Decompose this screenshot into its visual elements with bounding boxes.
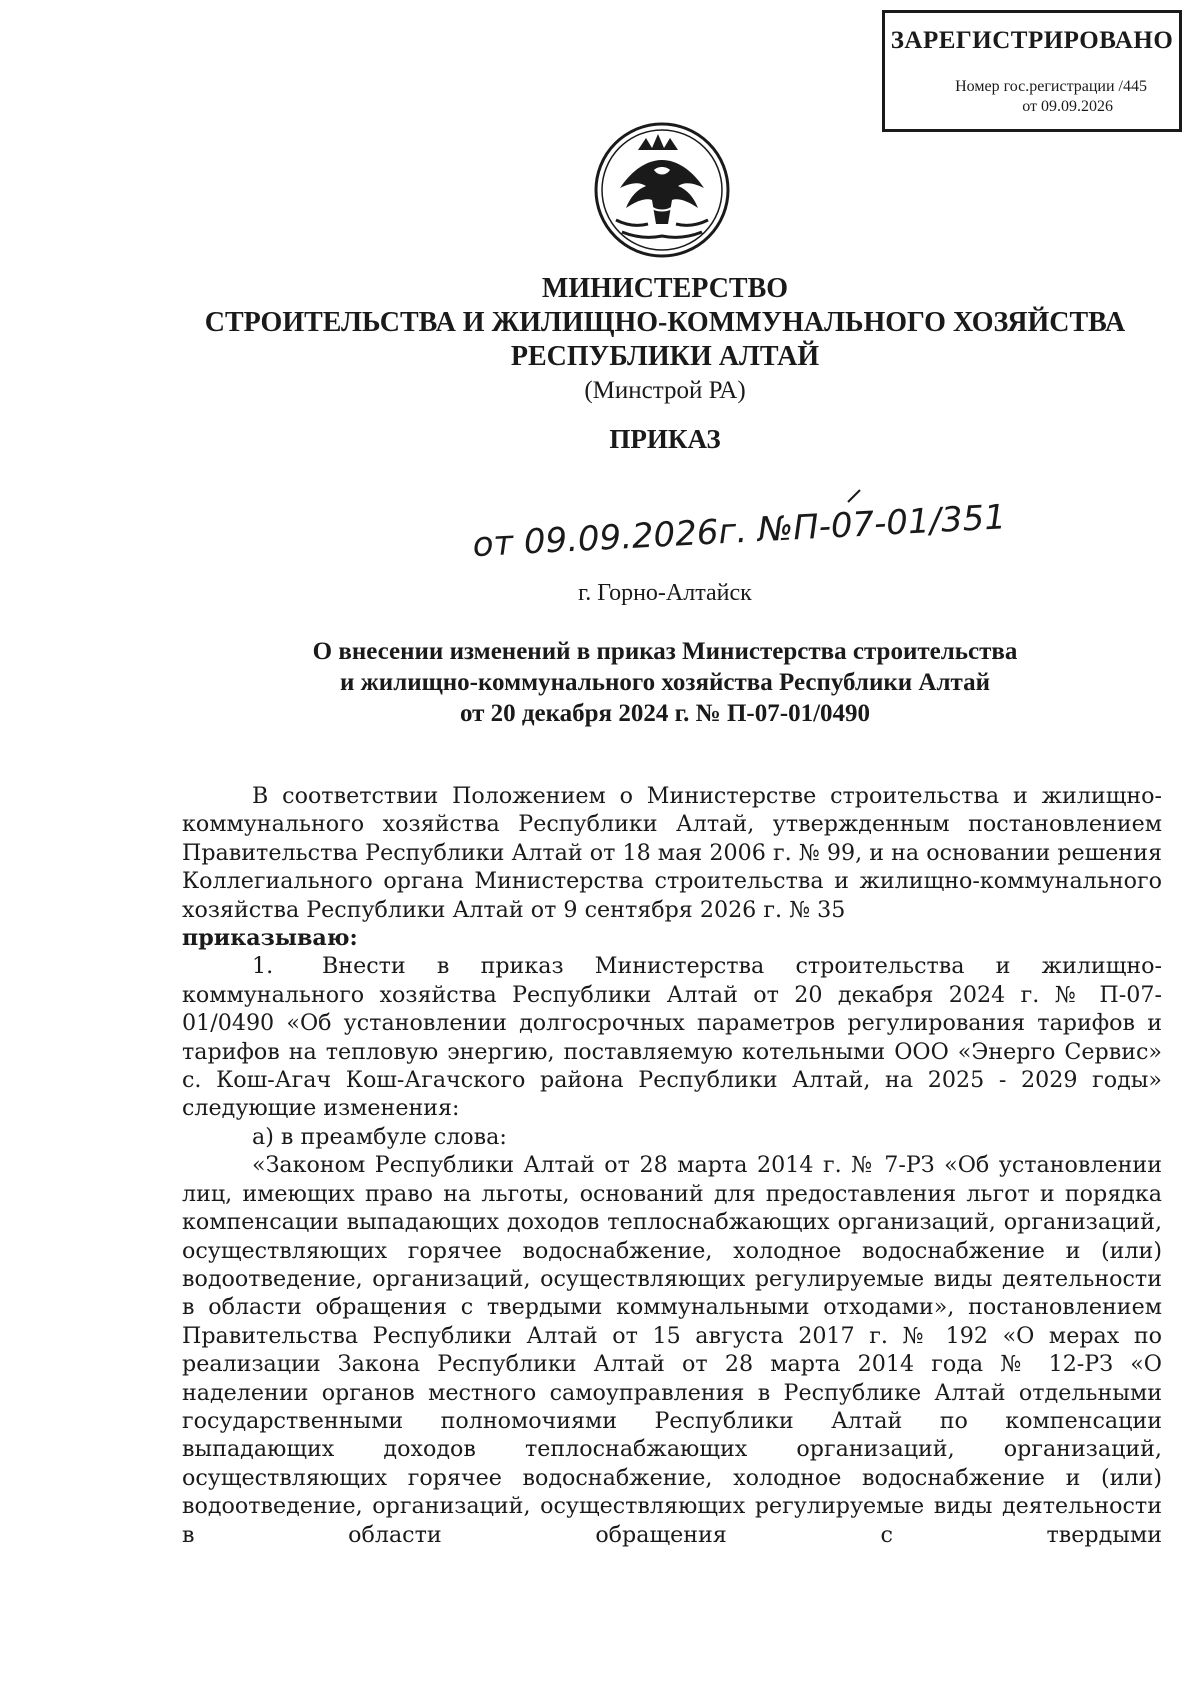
ministry-line-2: СТРОИТЕЛЬСТВА И ЖИЛИЩНО-КОММУНАЛЬНОГО ХОЗЯЙСТВА [204,307,1126,338]
ministry-line-1: МИНИСТЕРСТВО [541,273,789,304]
stamp-reg-date: от 09.09.2026 [1022,98,1113,115]
ministry-header [150,272,1180,408]
subitem-a: а) в преамбуле слова: [252,1123,507,1150]
preamble-text: В соответствии Положением о Министерстве строительства и жилищно-коммунального хозяйства Республики Алтай, утвержденным постановлением Правительства Республики Алтай от 18 мая 2006 г. № 99, и на основании решения Коллегиального органа Министерства строительства и жилищно-коммунального хозяйства Республики Алтай от 9 сентября 2026 г. № 35 [182,783,1162,923]
stamp-title: ЗАРЕГИСТРИРОВАНО [890,27,1174,54]
quote-paragraph: «Законом Республики Алтай от 28 марта 2014 г. № 7-РЗ «Об установлении лиц, имеющих право на льготы, оснований для предоставления льгот и порядка компенсации выпадающих доходов теплоснабжающих организаций, организаций, осуществляющих горячее водоснабжение, холодное водоснабжение и (или) водоотведение, организаций, осуществляющих регулируемые виды деятельности в области обращения с твердыми коммунальными отходами», постановлением Правительства Республики Алтай от 15 августа 2017 г. № 192 «О мерах по реализации Закона Республики Алтай от 28 марта 2014 года № 12-РЗ «О наделении органов местного самоуправления в Республике Алтай отдельными государственными полномочиями Республики Алтай по компенсации выпадающих доходов теплоснабжающих организаций, организаций, осуществляющих горячее водоснабжение, холодное водоснабжение и (или) водоотведение, организаций, осуществляющих регулируемые виды деятельности в области обращения с твердыми [182,1152,1162,1548]
registration-stamp [882,10,1182,132]
subject-line-3: от 20 декабря 2024 г. № П-07-01/0490 [459,700,871,727]
preamble-paragraph [182,782,1162,924]
order-title: ПРИКАЗ [609,424,721,454]
ministry-line-3: РЕСПУБЛИКИ АЛТАЙ [510,341,820,372]
document-body [182,782,1162,1549]
coat-of-arms-icon [592,120,732,260]
subject-line-2: и жилищно-коммунального хозяйства Республики Алтай [340,669,990,696]
order-subject [150,636,1180,729]
item-1-number: 1. [252,953,274,980]
subject-line-1: О внесении изменений в приказ Министерства строительства [312,638,1018,665]
handwritten-order-number [466,492,1007,566]
handwritten-number-text: от 09.09.2026г. №П-07-01/351 [471,497,1007,566]
item-1-paragraph [182,952,1162,1122]
stamp-reg-number: Номер гос.регистрации /445 [955,78,1147,95]
ministry-short-name: (Минстрой РА) [584,377,746,404]
city-name: г. Горно-Алтайск [578,580,752,606]
order-word: приказываю: [182,925,358,952]
item-1-text: Внести в приказ Министерства строительства и жилищно-коммунального хозяйства Республики Алтай от 20 декабря 2024 г. № П-07-01/0490 «Об установлении долгосрочных параметров регулирования тарифов и тарифов на тепловую энергию, поставляемую котельными ООО «Энерго Сервис» с. Кош-Агач Кош-Агачского района Республики Алтай, на 2025 - 2029 годы» следующие изменения: [182,953,1162,1122]
